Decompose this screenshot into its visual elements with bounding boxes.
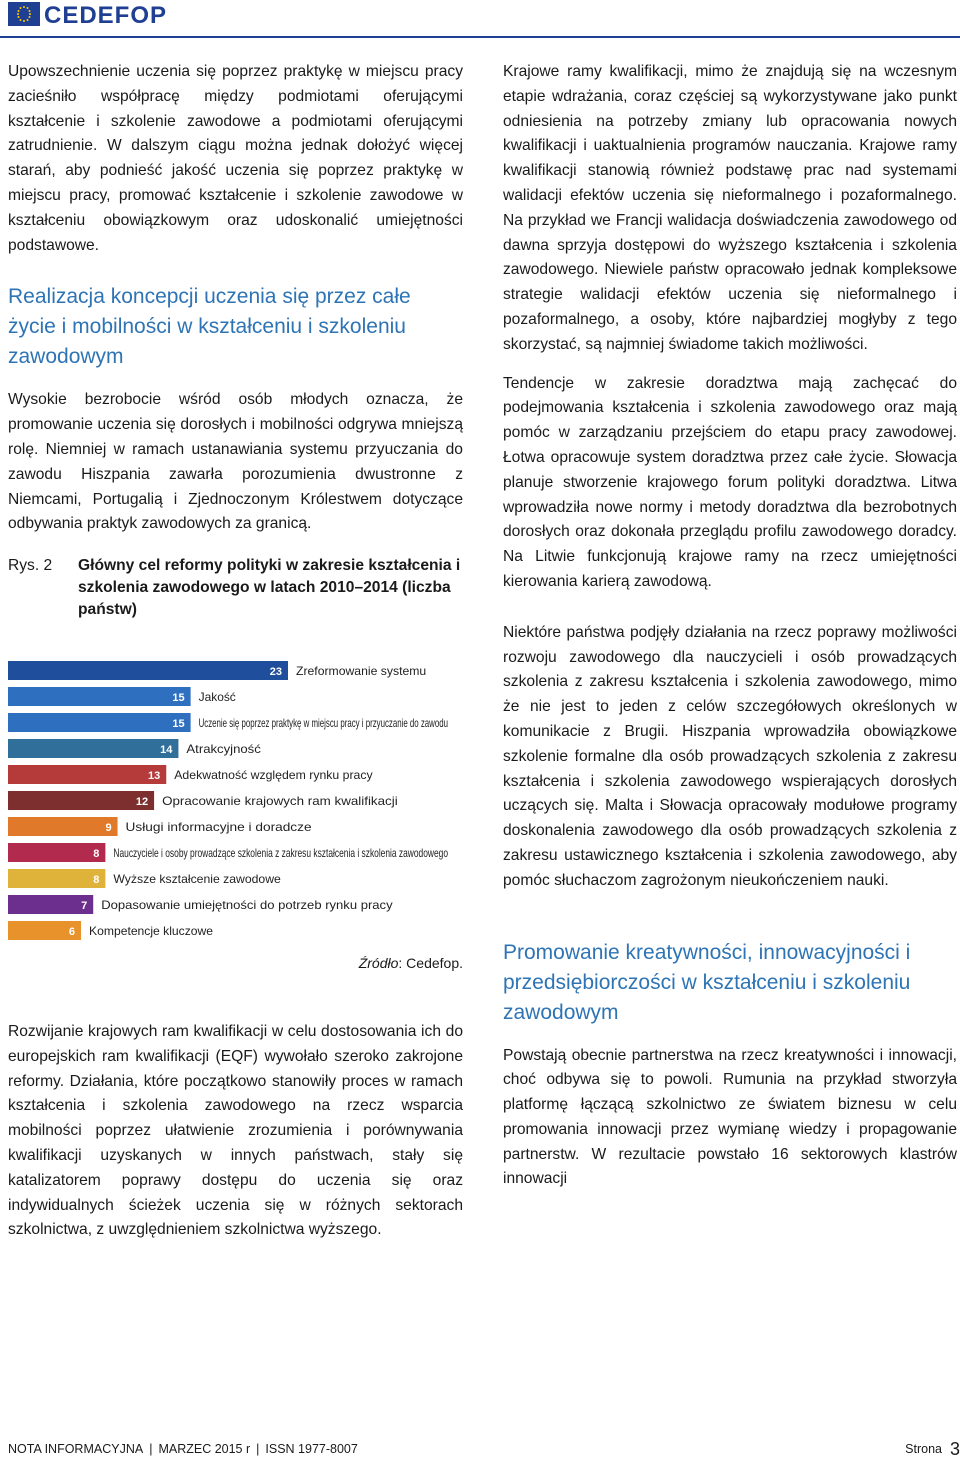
chart-bar <box>8 739 178 758</box>
chart-bar <box>8 661 288 680</box>
chart <box>8 659 463 949</box>
chart-category-label: Atrakcyjność <box>186 742 261 757</box>
page-number: 3 <box>949 1439 960 1459</box>
right-column <box>503 60 957 1192</box>
footer-publication: NOTA INFORMACYJNA | MARZEC 2015 r | ISSN 1977-8007 <box>8 1442 358 1456</box>
chart-category-label: Jakość <box>198 690 236 705</box>
chart-value-label: 12 <box>135 796 149 809</box>
paragraph: Rozwijanie krajowych ram kwalifikacji w celu dostosowania ich do europejskich ram kwalifikacji (EQF) wywołało szeroko zakrojone reformy. Działania, które początkowo stanowiły proces w ramach kształcenia i szkolenia zawodowego na rzecz wsparcia mobilności poprzez ułatwienie zrozumienia i porównywania kwalifikacji uzyskanych w innych państwach, stały się katalizatorem poprawy dostępu do uczenia się oraz indywidualnych ścieżek uczenia się w różnych sektorach szkolnictwa, z uwzględnieniem szkolnictwa wyższego. <box>8 1022 463 1239</box>
cedefop-logo: CEDEFOP <box>44 2 168 29</box>
paragraph: Powstają obecnie partnerstwa na rzecz kreatywności i innowacji, choć odbywa się to powoli. Rumunia na przykład stworzyła platformę łączącą szkolnictwo ze światem biznesu w celu promowania innowacji przez wymianę wiedzy i propagowanie partnerstw. W rezultacie powstało 16 sektorowych klastrów innowacji <box>503 1046 957 1188</box>
chart-category-label: Zreformowanie systemu <box>296 664 427 679</box>
chart-value-label: 14 <box>160 744 173 757</box>
chart-bar <box>8 817 118 836</box>
paragraph: Niektóre państwa podjęły działania na rzecz poprawy możliwości rozwoju zawodowego dla nauczycieli i osób prowadzących szkolenia z zakresu kształcenia i szkolenia zawodowego, mimo że nie jest to jeden z celów szczegółowych określonych w komunikacie z Brugii. Hiszpania wprowadziła obowiązkowe szkolenie formalne dla osób prowadzących szkolenia z zakresu kształcenia i szkolenia zawodowego wspierających dorosłych uczących się. Malta i Słowacja opracowały modułowe programy doskonalenia zawodowego dla osób prowadzących szkolenia z zakresu ustawicznego kształcenia i szkolenia zawodowego, aby pomóc słuchaczom zagrożonym nieukończeniem nauki. <box>503 623 957 889</box>
chart-value-label: 7 <box>81 900 88 913</box>
section-title: Promowanie kreatywności, innowacyjności i przedsiębiorczości w kształceniu i szkoleniu zawodowym <box>503 940 911 1024</box>
page-footer <box>8 1440 960 1458</box>
paragraph: Krajowe ramy kwalifikacji, mimo że znajdują się na wczesnym etapie wdrażania, coraz częściej są wykorzystywane jako punkt odniesienia na potrzeby zmiany lub opracowania nowych kwalifikacji i uaktualnienia programów nauczania. Krajowe ramy kwalifikacji stanowią również podstawę prac nad systemami walidacji efektów uczenia się nieformalnego i pozaformalnego. Na przykład we Francji walidacja doświadczenia zawodowego od dawna sprzyja dostępowi do wyższego kształcenia i szkolenia zawodowego. Niewiele państw opracowało jednak kompleksowe strategie walidacji efektów uczenia się nieformalnego i pozaformalnego, a osoby, które najbardziej mogłyby z tego skorzystać, są najmniej świadome takich możliwości. <box>503 63 957 353</box>
chart-category-label: Uczenie się poprzez praktykę w miejscu pracy i przyuczanie do zawodu <box>198 716 448 731</box>
chart-value-label: 15 <box>172 692 185 705</box>
left-column <box>8 60 463 1243</box>
chart-value-label: 23 <box>269 666 282 679</box>
chart-value-label: 6 <box>68 926 76 939</box>
chart-category-label: Dopasowanie umiejętności do potrzeb rynku pracy <box>101 898 393 913</box>
chart-value-label: 13 <box>148 770 161 783</box>
chart-category-label: Kompetencje kluczowe <box>89 924 214 939</box>
section-title: Realizacja koncepcji uczenia się przez całe życie i mobilności w kształceniu i szkoleniu zawodowym <box>8 285 411 369</box>
figure-caption <box>8 555 463 621</box>
footer-date: MARZEC 2015 r <box>158 1442 251 1456</box>
chart-bar <box>8 869 105 888</box>
chart-category-label: Nauczyciele i osoby prowadzące szkolenia z zakresu kształcenia i szkolenia zawodowego <box>113 846 449 861</box>
figure-source <box>8 951 463 976</box>
paragraph: Tendencje w zakresie doradztwa mają zachęcać do podejmowania kształcenia i szkolenia zawodowego oraz mają pomóc w zarządzaniu przejściem do etapu pracy zawodowej. Łotwa opracowuje system doradztwa przez całe życie. Słowacja planuje stworzenie krajowego forum polityki doradztwa. Litwa wprowadziła nowe normy i metody doradztwa dla bezrobotnych dorosłych oraz dokonała przeglądu profilu zawodowego doradcy. Na Litwie funkcjonują krajowe ramy na rzecz umiejętności kierowania karierą zawodową. <box>503 374 957 590</box>
chart-value-label: 15 <box>172 718 185 731</box>
header-divider <box>0 36 960 38</box>
paragraph: Upowszechnienie uczenia się poprzez praktykę w miejscu pracy zacieśniło współpracę między podmiotami oferującymi kształcenie i szkolenie zawodowe a podmiotami oferującymi zatrudnienie. W dalszym ciągu można jednak dołożyć więcej starań, aby podnieść jakość uczenia się poprzez praktykę w miejscu pracy, promować kształcenie i szkolenie zawodowe w kształceniu obowiązkowym oraz udoskonalić umiejętności podstawowe. <box>8 63 463 254</box>
source-label: Źródło <box>358 955 399 972</box>
chart-category-label: Opracowanie krajowych ram kwalifikacji <box>162 794 398 809</box>
figure-title: Główny cel reformy polityki w zakresie kształcenia i szkolenia zawodowego w latach 2010–2014 (liczba państw) <box>78 557 461 619</box>
chart-bar <box>8 713 191 732</box>
chart-bar <box>8 765 166 784</box>
chart-bar <box>8 791 154 810</box>
chart-category-label: Usługi informacyjne i doradcze <box>125 820 312 835</box>
paragraph: Wysokie bezrobocie wśród osób młodych oznacza, że promowanie uczenia się dorosłych i mobilności odgrywa mniejszą rolę. Niemniej w ramach ustanawiania systemu przyuczania do zawodu Hiszpania zawarła porozumienia dwustronne z Niemcami, Portugalią i Zjednoczonym Królestwem dotyczące odbywania praktyk zawodowych za granicą. <box>8 391 463 533</box>
chart-category-label: Wyższe kształcenie zawodowe <box>113 872 282 887</box>
footer-pub: NOTA INFORMACYJNA <box>8 1442 144 1456</box>
bar-chart-svg <box>8 659 463 949</box>
page-header <box>0 0 960 40</box>
footer-issn: ISSN 1977-8007 <box>265 1442 358 1456</box>
chart-bar <box>8 843 105 862</box>
footer-page <box>905 1440 960 1458</box>
eu-flag-icon <box>8 2 40 26</box>
figure-number: Rys. 2 <box>8 557 53 575</box>
page-label: Strona <box>905 1442 942 1456</box>
chart-value-label: 8 <box>93 848 100 861</box>
chart-category-label: Adekwatność względem rynku pracy <box>174 768 373 783</box>
chart-value-label: 9 <box>105 822 112 835</box>
chart-bar <box>8 687 191 706</box>
chart-value-label: 8 <box>93 874 100 887</box>
source-text: : Cedefop. <box>398 955 463 972</box>
